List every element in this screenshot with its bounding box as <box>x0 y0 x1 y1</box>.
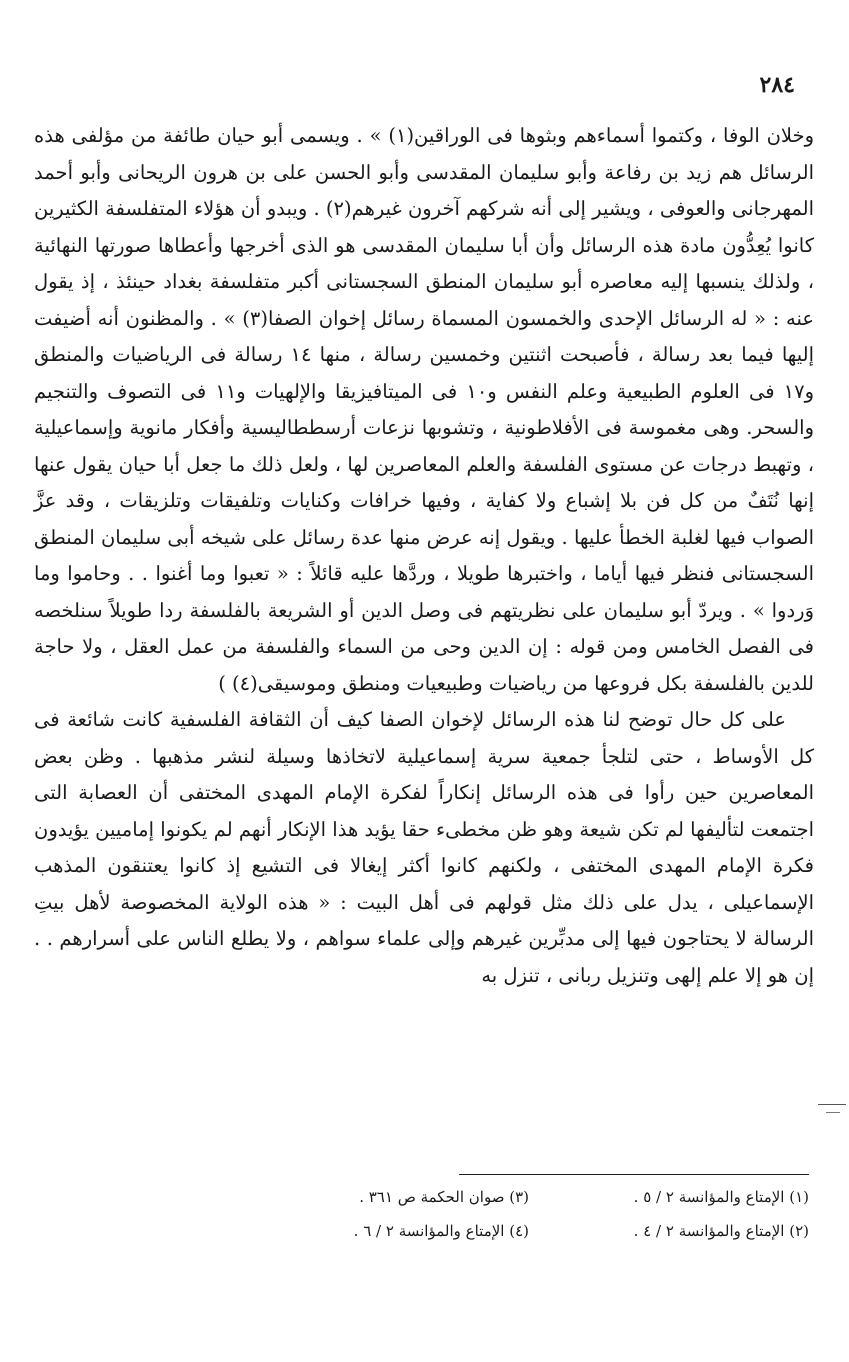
footnote-1: (١) الإمتاع والمؤانسة ٢ / ٥ . <box>633 1188 809 1206</box>
page-number: ٢٨٤ <box>759 72 795 98</box>
paragraph-2: على كل حال توضح لنا هذه الرسائل لإخوان الصفا كيف أن الثقافة الفلسفية كانت شائعة فى كل الأوساط ، حتى لتلجأ جمعية سرية إسماعيلية لاتخاذها وسيلة لنشر مذهبها . وظن بعض المعاصرين حين رأوا فى هذه الرسائل إنكاراً لفكرة الإمام المهدى المختفى أن العصابة التى اجتمعت لتأليفها لم تكن شيعة وهو ظن مخطىء حقا يؤيد هذا الإنكار أنهم لم يكونوا إماميين يؤيدون فكرة الإمام المهدى المختفى ، ولكنهم كانوا أكثر إيغالا فى التشيع إذ كانوا يعتنقون المذهب الإسماعيلى ، يدل على ذلك مثل قولهم فى أهل البيت : « هذه الولاية المخصوصة لأهل بيتِ الرسالة لا يحتاجون فيها إلى مدبِّرين غيرهم وإلى علماء سواهم ، ولا يطلع الناس على أسرارهم . . إن هو إلا علم إلهى وتنزيل ربانى ، تنزل به <box>34 708 814 987</box>
footnote-4: (٤) الإمتاع والمؤانسة ٢ / ٦ . <box>353 1222 529 1240</box>
footnotes <box>249 1180 809 1248</box>
footnote-2: (٢) الإمتاع والمؤانسة ٢ / ٤ . <box>633 1222 809 1240</box>
body-text <box>34 118 814 994</box>
paragraph-1: وخلان الوفا ، وكتموا أسماءهم وبثوها فى الوراقين(١) » . ويسمى أبو حيان طائفة من مؤلفى هذه الرسائل هم زيد بن رفاعة وأبو سليمان المقدسى وأبو الحسن على بن هرون الريحانى وأبو أحمد المهرجانى والعوفى ، ويشير إلى أنه شركهم آخرون غيرهم(٢) . ويبدو أن هؤلاء المتفلسفة الكثيرين كانوا يُعِدُّون مادة هذه الرسائل وأن أبا سليمان المقدسى هو الذى أخرجها وأعطاها صورتها النهائية ، ولذلك ينسبها إليه معاصره أبو سليمان المنطق السجستانى أكبر متفلسفة بغداد حينئذ ، إذ يقول عنه : « له الرسائل الإحدى والخمسون المسماة رسائل إخوان الصفا(٣) » . والمظنون أنه أضيفت إليها فيما بعد رسالة ، فأصبحت اثنتين وخمسين رسالة ، منها ١٤ رسالة فى الرياضيات والمنطق و١٧ فى العلوم الطبيعية وعلم النفس و١٠ فى الميتافيزيقا والإلهيات و١١ فى التصوف والتنجيم والسحر. وهى مغموسة فى الأفلاطونية ، وتشوبها نزعات أرسططاليسية وأفكار مانوية وإسماعيلية ، وتهبط درجات عن مستوى الفلسفة والعلم المعاصرين لها ، ولعل ذلك ما جعل أبا حيان يقول عنها إنها نُتَفٌ من كل فن بلا إشباع ولا كفاية ، وفيها خرافات وكنايات وتلفيقات وتلزيقات ، وقد عزَّ الصواب فيها لغلبة الخطأ عليها . ويقول إنه عرض منها عدة رسائل على شيخه أبى سليمان المنطق السجستانى فنظر فيها أياما ، واختبرها طويلا ، وردَّها عليه قائلاً : « تعبوا وما أغنوا . . وحاموا وما وَردوا » . ويردّ أبو سليمان على نظريتهم فى وصل الدين أو الشريعة بالفلسفة ردا طويلاً سنلخصه فى الفصل الخامس ومن قوله : إن الدين وحى من السماء والفلسفة من عمل العقل ، ولا حاجة للدين بالفلسفة بكل فروعها من رياضيات وطبيعيات ومنطق وموسيقى(٤) ) <box>34 124 815 695</box>
footnote-3: (٣) صوان الحكمة ص ٣٦١ . <box>359 1188 529 1206</box>
margin-mark <box>818 1104 846 1105</box>
footnote-divider <box>459 1174 809 1175</box>
margin-mark-secondary <box>826 1112 840 1113</box>
